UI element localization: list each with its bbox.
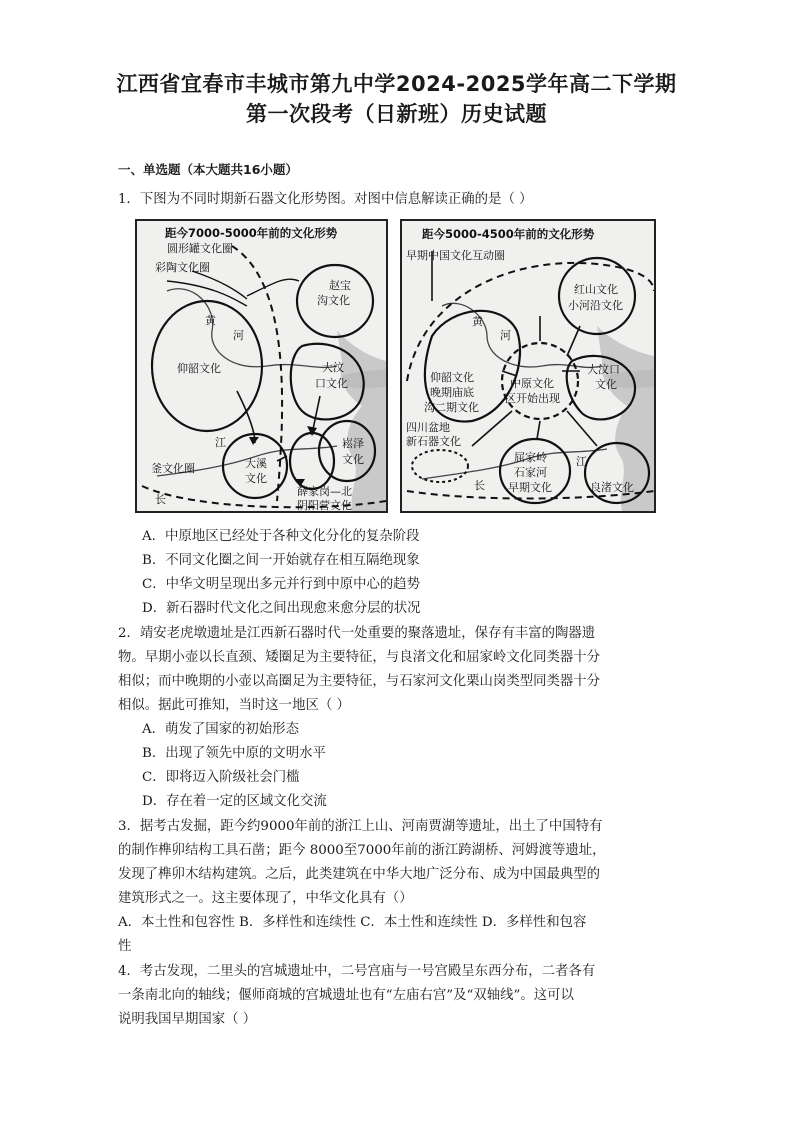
q3-line-4: 建筑形式之一。这主要体现了，中华文化具有（） bbox=[118, 891, 413, 906]
label-dawenkou-2: 口文化 bbox=[315, 377, 348, 390]
label-daxi-1: 大溪 bbox=[245, 457, 267, 470]
q2-line-1: 2．靖安老虎墩遗址是江西新石器时代一处重要的聚落遗址，保存有丰富的陶器遗 bbox=[118, 626, 596, 641]
q4-line-3: 说明我国早期国家（ ） bbox=[118, 1012, 257, 1027]
q3-line-2: 的制作榫卯结构工具石凿；距今 8000至7000年前的浙江跨湖桥、河姆渡等遗址， bbox=[118, 843, 606, 858]
label-yuanxingguan: 圆形罐文化圈 bbox=[167, 242, 233, 255]
title-line-2: 第一次段考（日新班）历史试题 bbox=[246, 102, 547, 126]
label-liangzhu: 良渚文化 bbox=[590, 481, 634, 494]
label-dawenkou-right-2: 文化 bbox=[595, 378, 617, 391]
label-zaoqi: 早期中国文化互动圈 bbox=[406, 249, 505, 262]
label-songze-1: 崧泽 bbox=[342, 437, 364, 450]
label-songze-2: 文化 bbox=[342, 453, 364, 466]
q1-option-a: A．中原地区已经处于各种文化分化的复杂阶段 bbox=[142, 529, 420, 544]
label-huang-right: 黄 bbox=[472, 315, 483, 328]
label-huang: 黄 bbox=[205, 314, 216, 327]
label-qujialing-1: 屈家岭 bbox=[514, 451, 547, 464]
sichuan-circle bbox=[412, 450, 468, 482]
label-daxi-2: 文化 bbox=[245, 472, 267, 485]
label-xuejiagang-1: 薛家岗—北 bbox=[297, 485, 352, 498]
label-dawenkou-1: 大汶 bbox=[322, 361, 344, 374]
map-right-title: 距今5000-4500年前的文化形势 bbox=[422, 227, 595, 241]
label-zhaobao-1: 赵宝 bbox=[329, 279, 351, 292]
label-sichuan-1: 四川盆地 bbox=[406, 421, 450, 434]
q3-options: A．本土性和包容性 B．多样性和连续性 C．本土性和连续性 D．多样性和包容 bbox=[118, 915, 587, 930]
label-yangshao-right-3: 沟二期文化 bbox=[424, 401, 479, 414]
q2-option-d: D．存在着一定的区域文化交流 bbox=[142, 794, 327, 809]
label-chang-right: 长 bbox=[474, 479, 485, 492]
q2-line-4: 相似。据此可推知，当时这一地区（ ） bbox=[118, 698, 350, 713]
label-qujialing-2: 石家河 bbox=[514, 466, 547, 479]
label-caitao: 彩陶文化圈 bbox=[155, 261, 210, 274]
label-jiang: 江 bbox=[215, 436, 226, 449]
q2-option-c: C．即将迈入阶级社会门槛 bbox=[142, 770, 300, 785]
map-left-title: 距今7000-5000年前的文化形势 bbox=[165, 226, 338, 240]
q2-option-b: B．出现了领先中原的文明水平 bbox=[142, 746, 326, 761]
label-chang: 长 bbox=[155, 493, 166, 506]
label-jiang-right: 江 bbox=[576, 455, 587, 468]
q3-line-3: 发现了榫卯木结构建筑。之后，此类建筑在中华大地广泛分布、成为中国最典型的 bbox=[118, 867, 601, 882]
map-left bbox=[135, 219, 388, 513]
q4-line-1: 4．考古发现，二里头的宫城遗址中，二号宫庙与一号宫殿呈东西分布，二者各有 bbox=[118, 964, 596, 979]
label-yangshao: 仰韶文化 bbox=[177, 362, 221, 375]
label-zhongyuan-1: 中原文化 bbox=[510, 377, 554, 390]
q3-line-1: 3．据考古发掘，距今约9000年前的浙江上山、河南贾湖等遗址，出土了中国特有 bbox=[118, 819, 603, 834]
hongshan-circle bbox=[559, 258, 635, 334]
label-zhongyuan-2: 区开始出现 bbox=[505, 392, 560, 405]
q2-line-3: 相似；而中晚期的小壶以高圈足为主要特征，与石家河文化栗山岗类型同类器十分 bbox=[118, 674, 601, 689]
label-dawenkou-right-1: 大汶口 bbox=[587, 363, 620, 376]
q1-option-c: C．中华文明呈现出多元并行到中原中心的趋势 bbox=[142, 577, 421, 592]
q1-option-b: B．不同文化圈之间一开始就存在相互隔绝现象 bbox=[142, 553, 420, 568]
map-right bbox=[400, 219, 656, 513]
label-qujialing-3: 早期文化 bbox=[508, 481, 552, 494]
label-hongshan-1: 红山文化 bbox=[574, 283, 618, 296]
label-zhaobao-2: 沟文化 bbox=[317, 294, 350, 307]
q4-line-2: 一条南北向的轴线；偃师商城的宫城遗址也有“左庙右宫”及“双轴线”。这可以 bbox=[118, 988, 574, 1003]
title-line-1: 江西省宜春市丰城市第九中学2024-2025学年高二下学期 bbox=[116, 72, 677, 96]
label-he-right: 河 bbox=[500, 329, 511, 342]
label-he: 河 bbox=[233, 329, 244, 342]
q1-option-d: D．新石器时代文化之间出现愈来愈分层的状况 bbox=[142, 601, 421, 616]
label-sichuan-2: 新石器文化 bbox=[406, 435, 461, 448]
label-yangshao-right-1: 仰韶文化 bbox=[430, 371, 474, 384]
section-heading: 一、单选题（本大题共16小题） bbox=[118, 162, 298, 177]
label-yangshao-right-2: 晚期庙底 bbox=[430, 386, 474, 399]
label-hongshan-2: 小河沿文化 bbox=[568, 299, 623, 312]
label-fuwen: 釜文化圈 bbox=[151, 462, 195, 475]
label-xuejiagang-2: 阴阳营文化 bbox=[297, 499, 352, 511]
q3-options-wrap: 性 bbox=[118, 939, 132, 954]
q2-option-a: A．萌发了国家的初始形态 bbox=[142, 722, 299, 737]
q1-stem: 1．下图为不同时期新石器文化形势图。对图中信息解读正确的是（ ） bbox=[118, 192, 533, 207]
q2-line-2: 物。早期小壶以长直颈、矮圈足为主要特征，与良渚文化和屈家岭文化同类器十分 bbox=[118, 650, 601, 665]
